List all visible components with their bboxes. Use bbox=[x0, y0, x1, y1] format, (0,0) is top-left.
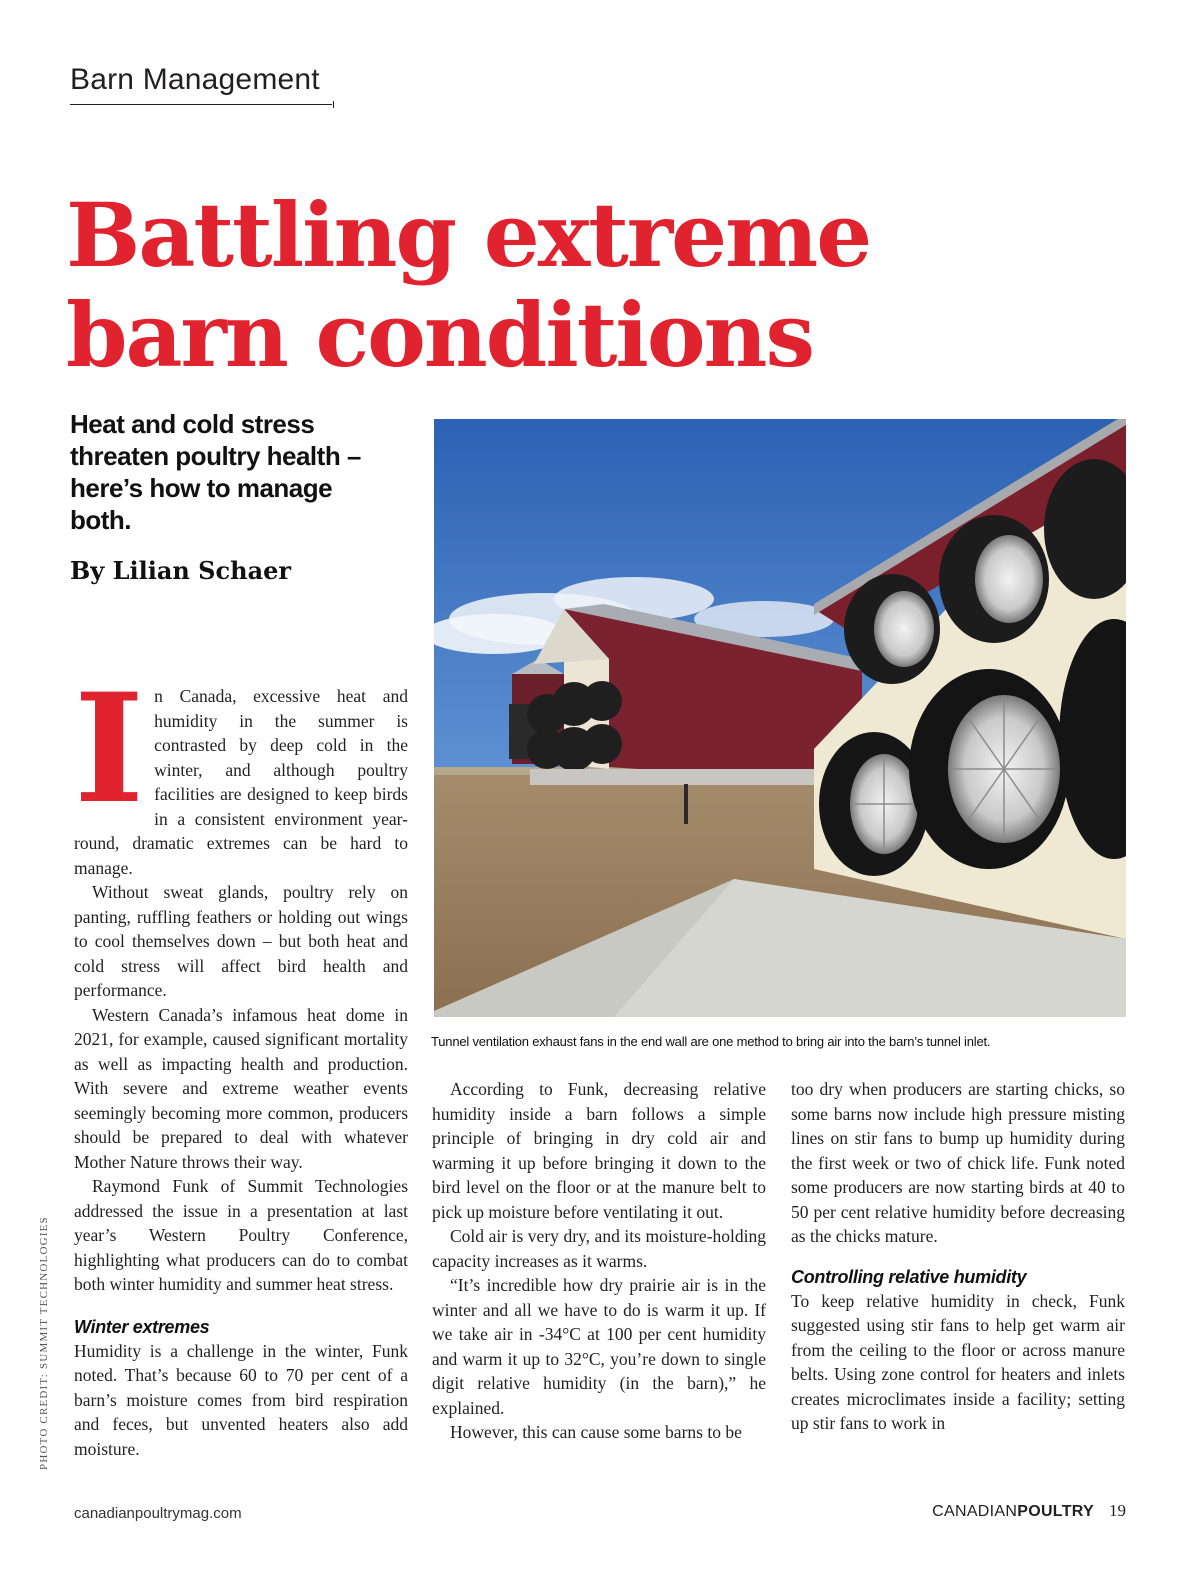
paragraph: However, this can cause some barns to be bbox=[450, 1422, 742, 1442]
barn-photo bbox=[434, 419, 1126, 1017]
section-rule bbox=[70, 104, 332, 105]
byline: By Lilian Schaer bbox=[70, 556, 292, 585]
headline bbox=[66, 185, 1146, 385]
section-label: Barn Management bbox=[70, 63, 320, 96]
page-number: 19 bbox=[1109, 1501, 1126, 1520]
headline-line-1: Battling extreme bbox=[66, 183, 871, 287]
paragraph: Raymond Funk of Summit Technologies addressed the issue in a presentation at last year’s Western Poultry Conference, highlighting what producers can do to combat both winter humidity and summer heat stress. bbox=[74, 1176, 408, 1294]
photo-caption: Tunnel ventilation exhaust fans in the end wall are one method to bring air into the barn’s tunnel inlet. bbox=[431, 1034, 991, 1049]
paragraph: According to Funk, decreasing relative humidity inside a barn follows a simple principle of bringing in dry cold air and warming it up before bringing it down to the bird level on the floor or at the manure belt to pick up moisture before ventilating it out. bbox=[432, 1079, 766, 1222]
photo-credit: PHOTO CREDIT: SUMMIT TECHNOLOGIES bbox=[38, 1216, 50, 1470]
footer-mag-bold: POULTRY bbox=[1017, 1503, 1094, 1520]
subhead-controlling-relative-humidity: Controlling relative humidity bbox=[791, 1266, 1027, 1287]
article-column-3 bbox=[791, 1077, 1125, 1436]
footer-magazine-name bbox=[932, 1503, 1094, 1521]
deck: Heat and cold stress threaten poultry health – here’s how to manage both. bbox=[70, 409, 361, 535]
article-column-1 bbox=[74, 661, 408, 1461]
subhead-winter-extremes: Winter extremes bbox=[74, 1316, 210, 1337]
paragraph: “It’s incredible how dry prairie air is in the winter and all we have to do is warm it up. If we take air in -34°C at 100 per cent humidity and warm it up to 32°C, you’re down to single digit relative humidity (in the barn),” he explained. bbox=[432, 1275, 766, 1418]
paragraph: Western Canada’s infamous heat dome in 2021, for example, caused significant mortality as well as impacting health and production. With severe and extreme weather events seemingly becoming more common, producers should be prepared to deal with whatever Mother Nature throws their way. bbox=[74, 1004, 408, 1172]
paragraph: too dry when producers are starting chicks, so some barns now include high pressure misting lines on stir fans to bump up humidity during the first week or two of chick life. Funk noted some producers are now starting birds at 40 to 50 per cent relative humidity before decreasing as the chicks mature. bbox=[791, 1079, 1125, 1246]
paragraph: n Canada, excessive heat and humidity in the summer is contrasted by deep cold in the winter, and although poultry facilities are designed to keep birds in a consistent environment year-round, dramatic extremes can be hard to manage. bbox=[74, 686, 408, 878]
paragraph: Cold air is very dry, and its moisture-holding capacity increases as it warms. bbox=[432, 1226, 766, 1271]
footer-mag-light: CANADIAN bbox=[932, 1503, 1018, 1520]
footer-url: canadianpoultrymag.com bbox=[74, 1505, 242, 1522]
paragraph: To keep relative humidity in check, Funk suggested using stir fans to help get warm air from the ceiling to the floor or across manure belts. Using zone control for heaters and inlets creates microclimates inside a facility; setting up stir fans to work in bbox=[791, 1290, 1125, 1433]
drop-cap: I bbox=[74, 661, 145, 837]
headline-line-2: barn conditions bbox=[66, 283, 814, 387]
paragraph: Humidity is a challenge in the winter, Funk noted. That’s because 60 to 70 per cent of a barn’s moisture comes from bird respiration and feces, but unvented heaters also add moisture. bbox=[74, 1340, 408, 1459]
paragraph: Without sweat glands, poultry rely on panting, ruffling feathers or holding out wings to cool themselves down – but both heat and cold stress will affect bird health and performance. bbox=[74, 882, 408, 1000]
article-column-2 bbox=[432, 1077, 766, 1445]
